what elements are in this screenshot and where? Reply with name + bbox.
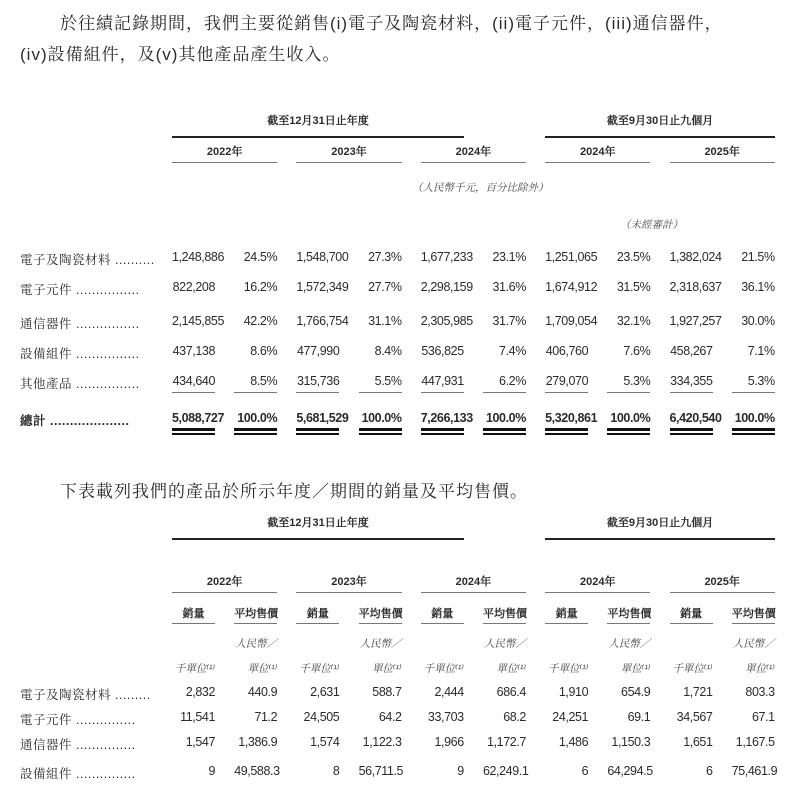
table-cell: 2,305,985 (420, 314, 473, 328)
total-row (172, 411, 775, 425)
row-label: 電子及陶瓷材料 ......... (20, 688, 151, 702)
table-cell: 6 (581, 764, 589, 778)
table-row (172, 374, 775, 388)
unit-currency: 人民幣／ (359, 638, 402, 650)
year-rule (670, 162, 775, 163)
table-cell: 447,931 (421, 374, 464, 388)
total-double-rule (421, 433, 464, 435)
subtotal-rule (172, 392, 215, 393)
table-cell: 23.5% (616, 250, 651, 264)
table-cell: 5.5% (374, 374, 402, 388)
avg-price-header: 平均售價 (607, 608, 652, 620)
intro-line-2: (iv)設備組件，及(v)其他產品產生收入。 (20, 45, 341, 64)
table-row (172, 710, 775, 724)
subtotal-rule (670, 392, 713, 393)
volume-header: 銷量 (306, 608, 329, 620)
subtotal-rule (545, 392, 588, 393)
table-cell: 42.2% (243, 314, 278, 328)
table-row (172, 314, 775, 328)
table-cell: 56,711.5 (358, 764, 404, 778)
table-cell: 1,927,257 (669, 314, 722, 328)
table-cell: 1,382,024 (669, 250, 722, 264)
row-label: 設備組件 ............... (20, 767, 136, 781)
table-cell: 6,420,540 (669, 411, 722, 425)
table-cell: 1,150.3 (611, 735, 651, 749)
table-cell: 477,990 (296, 344, 340, 358)
row-label: 通信器件 ............... (20, 738, 136, 752)
total-double-rule (234, 433, 277, 435)
table-cell: 2,318,637 (669, 280, 722, 294)
total-double-rule (483, 433, 526, 435)
table-cell: 5.3% (747, 374, 775, 388)
subtotal-rule (607, 392, 650, 393)
table-cell: 315,736 (296, 374, 340, 388)
table-cell: 1,172.7 (487, 735, 526, 749)
row-label: 總計 .................... (20, 414, 130, 428)
table-cell: 7.1% (747, 344, 775, 358)
avg-price-header: 平均售價 (483, 608, 527, 620)
table-cell: 23.1% (492, 250, 526, 264)
paragraph-2: 下表載列我們的產品於所示年度／期間的銷量及平均售價。 (60, 482, 528, 501)
table-cell: 536,825 (421, 344, 464, 358)
table-cell: 24.5% (243, 250, 278, 264)
table-cell: 437,138 (172, 344, 215, 358)
table-cell: 49,588.3 (234, 764, 280, 778)
group-rule (172, 136, 464, 138)
year-rule (296, 162, 401, 163)
table-cell: 2,145,855 (172, 314, 225, 328)
subheader-rule (421, 623, 464, 624)
total-double-rule (172, 433, 215, 435)
year-header: 2025年 (704, 576, 740, 588)
total-double-rule (296, 428, 339, 431)
subtotal-rule (483, 392, 526, 393)
table-cell: 31.7% (492, 314, 526, 328)
table-cell: 803.3 (745, 685, 775, 699)
subheader-rule (607, 623, 650, 624)
year-header: 2024年 (455, 576, 492, 588)
total-double-rule (545, 428, 588, 431)
table-cell: 458,267 (670, 344, 713, 358)
table-cell: 8.4% (374, 344, 402, 358)
table-cell: 36.1% (741, 280, 775, 294)
table-cell: 588.7 (372, 685, 402, 699)
total-double-rule (545, 433, 588, 435)
table-cell: 1,910 (558, 685, 589, 699)
subheader-rule (296, 623, 339, 624)
table-cell: 31.5% (616, 280, 651, 294)
year-rule (172, 162, 277, 163)
table-cell: 2,832 (185, 685, 215, 699)
table-cell: 1,709,054 (545, 314, 598, 328)
unit-currency: 人民幣／ (235, 638, 278, 650)
subheader-rule (359, 623, 402, 624)
table-cell: 64.2 (378, 710, 402, 724)
table-cell: 67.1 (751, 710, 775, 724)
table-row (172, 280, 775, 294)
subheader-rule (545, 623, 588, 624)
table-cell: 1,548,700 (296, 250, 349, 264)
table-cell: 7,266,133 (420, 411, 473, 425)
table-cell: 21.5% (741, 250, 775, 264)
volume-header: 銷量 (182, 608, 205, 620)
table-row (172, 764, 778, 778)
table-cell: 822,208 (172, 280, 215, 294)
unit-note: （人民幣千元，百分比除外） (412, 182, 549, 194)
unit-currency: 人民幣／ (732, 638, 775, 650)
table-cell: 1,766,754 (296, 314, 349, 328)
subheader-rule (732, 623, 775, 624)
group-header-fiscal-year: 截至12月31日止年度 (267, 115, 369, 127)
avg-price-header: 平均售價 (731, 608, 776, 620)
table-cell: 68.2 (503, 710, 526, 724)
year-rule (421, 592, 526, 593)
year-header: 2022年 (206, 576, 243, 588)
table-cell: 33,703 (427, 710, 464, 724)
table-cell: 7.4% (499, 344, 526, 358)
unit-price: 單位⁽¹⁾ (745, 663, 775, 675)
row-label: 電子元件 ............... (20, 713, 136, 727)
year-header: 2023年 (331, 146, 367, 158)
total-double-rule (421, 428, 464, 431)
unit-volume: 千單位⁽¹⁾ (174, 663, 215, 675)
total-double-rule (296, 433, 339, 435)
table-cell: 11,541 (180, 710, 215, 724)
table-cell: 1,167.5 (735, 735, 775, 749)
group-rule (545, 136, 775, 138)
table-cell: 8.5% (250, 374, 278, 388)
table-cell: 434,640 (172, 374, 215, 388)
table-cell: 440.9 (247, 685, 278, 699)
table-cell: 100.0% (734, 411, 775, 425)
table-cell: 1,248,886 (172, 250, 225, 264)
table-cell: 686.4 (496, 685, 526, 699)
table-cell: 31.1% (368, 314, 402, 328)
year-rule (421, 162, 526, 163)
group-header-fiscal-year: 截至12月31日止年度 (267, 517, 369, 529)
table-cell: 16.2% (243, 280, 278, 294)
volume-header: 銷量 (680, 608, 703, 620)
table-cell: 75,461.9 (731, 764, 778, 778)
table-row (172, 250, 775, 264)
year-header: 2023年 (331, 576, 367, 588)
table-cell: 334,355 (670, 374, 713, 388)
table-cell: 6 (705, 764, 713, 778)
total-double-rule (607, 428, 650, 431)
table-cell: 32.1% (616, 314, 651, 328)
unit-price: 單位⁽¹⁾ (247, 663, 278, 675)
year-rule (296, 592, 401, 593)
total-double-rule (359, 428, 402, 431)
avg-price-header: 平均售價 (358, 608, 403, 620)
table-cell: 27.7% (368, 280, 402, 294)
table-cell: 1,674,912 (545, 280, 598, 294)
total-double-rule (670, 428, 713, 431)
table-cell: 7.6% (623, 344, 651, 358)
table-cell: 1,677,233 (420, 250, 473, 264)
total-double-rule (234, 428, 277, 431)
unaudited-note: （未經審計） (620, 219, 683, 231)
table-cell: 2,631 (310, 685, 340, 699)
unit-currency: 人民幣／ (608, 638, 651, 650)
table-cell: 1,122.3 (362, 735, 402, 749)
table-row (172, 735, 775, 749)
subtotal-rule (732, 392, 775, 393)
table-cell: 64,294.5 (607, 764, 653, 778)
table-cell: 30.0% (741, 314, 775, 328)
unit-volume: 千單位⁽¹⁾ (423, 663, 464, 675)
table-cell: 100.0% (237, 411, 278, 425)
row-label: 電子及陶瓷材料 .......... (20, 253, 155, 267)
unit-price: 單位⁽¹⁾ (496, 663, 526, 675)
table-cell: 2,298,159 (420, 280, 473, 294)
total-double-rule (670, 433, 713, 435)
table-cell: 406,760 (545, 344, 589, 358)
table-cell: 5.3% (623, 374, 651, 388)
year-header: 2024年 (455, 146, 492, 158)
table-cell: 27.3% (368, 250, 402, 264)
table-cell: 8 (332, 764, 340, 778)
year-rule (545, 162, 650, 163)
group-rule (172, 538, 464, 540)
total-double-rule (483, 428, 526, 431)
table-cell: 1,251,065 (545, 250, 598, 264)
year-header: 2024年 (580, 576, 616, 588)
group-rule (545, 538, 775, 540)
table-cell: 71.2 (254, 710, 278, 724)
table-cell: 62,249.1 (482, 764, 529, 778)
table-cell: 654.9 (621, 685, 651, 699)
total-double-rule (732, 433, 775, 435)
intro-line-1: 於往績記錄期間，我們主要從銷售(i)電子及陶瓷材料，(ii)電子元件，(iii)通信器件， (60, 14, 723, 33)
group-header-nine-months: 截至9月30日止九個月 (606, 115, 714, 127)
table-cell: 1,486 (558, 735, 589, 749)
total-double-rule (607, 433, 650, 435)
volume-header: 銷量 (431, 608, 454, 620)
table-cell: 279,070 (545, 374, 589, 388)
subheader-rule (483, 623, 526, 624)
total-double-rule (732, 428, 775, 431)
year-header: 2024年 (580, 146, 616, 158)
table-cell: 9 (457, 764, 464, 778)
total-double-rule (172, 428, 215, 431)
row-label: 電子元件 ................ (20, 283, 140, 297)
table-cell: 2,444 (434, 685, 464, 699)
table-cell: 31.6% (492, 280, 526, 294)
subtotal-rule (421, 392, 464, 393)
year-rule (545, 592, 650, 593)
unit-price: 單位⁽¹⁾ (620, 663, 651, 675)
table-cell: 1,572,349 (296, 280, 349, 294)
subtotal-rule (296, 392, 339, 393)
unit-currency: 人民幣／ (484, 638, 526, 650)
table-cell: 1,547 (185, 735, 215, 749)
group-header-nine-months: 截至9月30日止九個月 (606, 517, 714, 529)
year-rule (172, 592, 277, 593)
subheader-rule (670, 623, 713, 624)
table-cell: 69.1 (627, 710, 651, 724)
table-cell: 24,505 (303, 710, 340, 724)
table-cell: 8.6% (250, 344, 278, 358)
table-row (172, 344, 775, 358)
table-cell: 1,651 (683, 735, 713, 749)
table-row (172, 685, 775, 699)
table-cell: 5,320,861 (545, 411, 598, 425)
row-label: 其他產品 ................ (20, 377, 140, 391)
table-cell: 5,681,529 (296, 411, 349, 425)
table-cell: 100.0% (361, 411, 402, 425)
unit-volume: 千單位⁽¹⁾ (672, 663, 713, 675)
year-rule (670, 592, 775, 593)
table-cell: 100.0% (610, 411, 651, 425)
table-cell: 1,574 (310, 735, 340, 749)
unit-volume: 千單位⁽¹⁾ (548, 663, 589, 675)
table-cell: 9 (208, 764, 215, 778)
row-label: 通信器件 ................ (20, 317, 140, 331)
unit-price: 單位⁽¹⁾ (371, 663, 402, 675)
year-header: 2022年 (206, 146, 243, 158)
row-label: 設備組件 ................ (20, 347, 140, 361)
subtotal-rule (359, 392, 402, 393)
total-double-rule (359, 433, 402, 435)
table-cell: 1,721 (683, 685, 713, 699)
subtotal-rule (234, 392, 277, 393)
year-header: 2025年 (704, 146, 740, 158)
table-cell: 100.0% (485, 411, 526, 425)
subheader-rule (172, 623, 215, 624)
volume-header: 銷量 (555, 608, 578, 620)
unit-volume: 千單位⁽¹⁾ (299, 663, 340, 675)
table-cell: 24,251 (552, 710, 589, 724)
avg-price-header: 平均售價 (234, 608, 279, 620)
table-cell: 6.2% (499, 374, 526, 388)
table-cell: 1,966 (434, 735, 464, 749)
table-cell: 5,088,727 (172, 411, 225, 425)
table-cell: 34,567 (676, 710, 713, 724)
table-cell: 1,386.9 (238, 735, 278, 749)
subheader-rule (234, 623, 277, 624)
